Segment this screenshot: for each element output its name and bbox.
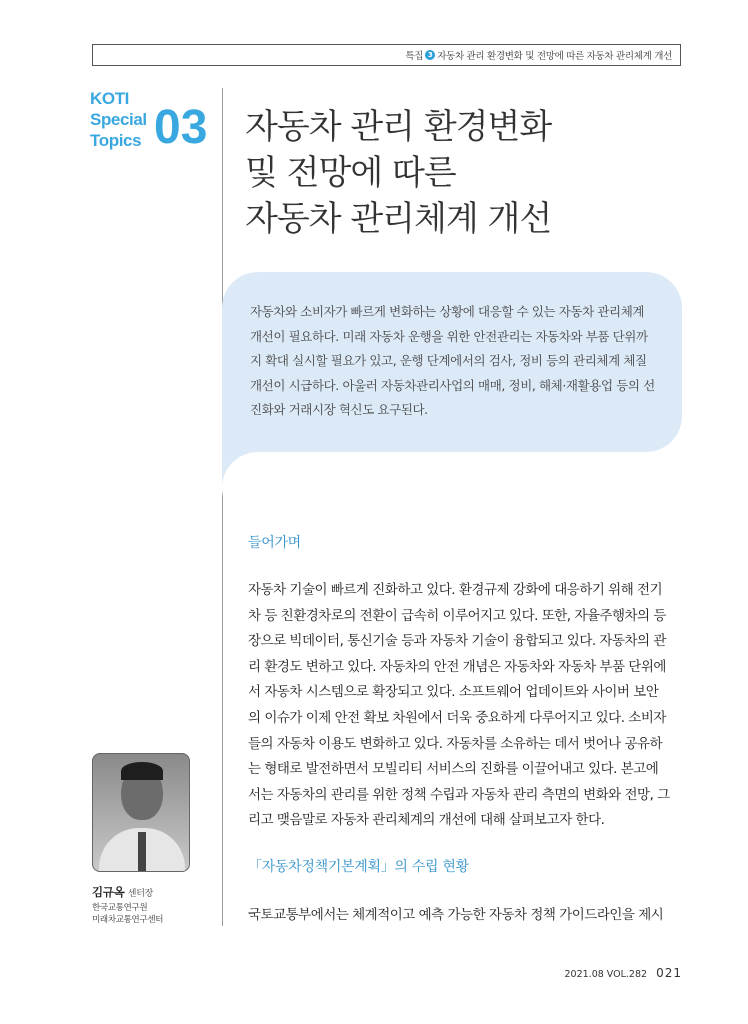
body-line: 의 이슈가 이제 안전 확보 차원에서 더욱 중요하게 다루어지고 있다. 소비자: [248, 709, 666, 726]
footer-issue: 2021.08 VOL.282: [564, 969, 648, 980]
summary-text: [250, 300, 675, 423]
section-heading-intro: 들어가며: [248, 535, 301, 551]
author-position: 센터장: [127, 889, 153, 899]
body-line: 리고 맺음말로 자동차 관리체계의 개선에 대해 살펴보고자 한다.: [248, 812, 605, 829]
summary-line: 지 확대 실시할 필요가 있고, 운행 단계에서의 검사, 정비 등의 관리체계 체질: [250, 353, 647, 368]
body-paragraph: [248, 578, 682, 834]
body-line: 자동차 기술이 빠르게 진화하고 있다. 환경규제 강화에 대응하기 위해 전기: [248, 582, 663, 598]
author-photo: [92, 753, 190, 872]
topic-number: 03: [154, 101, 208, 154]
body-line: 서는 자동차의 관리를 위한 정책 수립과 자동차 관리 측면의 변화와 전망, 그: [248, 786, 670, 803]
title-line: 자동차 관리 환경변화: [245, 107, 552, 147]
body-line: 차 등 친환경차로의 전환이 급속히 이루어지고 있다. 또한, 자율주행차의 등: [248, 607, 666, 624]
series-line-special: Special: [90, 110, 147, 129]
author-name-line: [92, 884, 212, 902]
vertical-divider: [222, 88, 223, 926]
photo-hair: [121, 762, 163, 780]
author-info: [92, 884, 212, 926]
summary-line: 개선이 시급하다. 아울러 자동차관리사업의 매매, 정비, 해체·재활용업 등의 선: [250, 377, 655, 393]
section-heading-policy-plan: 「자동차정책기본계획」의 수립 현황: [248, 859, 469, 875]
article-title: [245, 104, 685, 242]
issue-number-badge: 3: [425, 50, 435, 60]
header-title: 자동차 관리 환경변화 및 전망에 따른 자동차 관리체계 개선: [437, 51, 672, 62]
photo-tie: [138, 832, 146, 872]
title-line: 자동차 관리체계 개선: [245, 199, 552, 239]
summary-line: 자동차와 소비자가 빠르게 변화하는 상황에 대응할 수 있는 자동차 관리체계: [250, 304, 645, 319]
body-line: 들의 자동차 이용도 변화하고 있다. 자동차를 소유하는 데서 벗어나 공유하: [248, 735, 663, 752]
summary-line: 진화와 거래시장 혁신도 요구된다.: [250, 402, 428, 417]
body-line: 서 자동차 시스템으로 확장되고 있다. 소프트웨어 업데이트와 사이버 보안: [248, 684, 659, 701]
summary-line: 개선이 필요하다. 미래 자동차 운행을 위한 안전관리는 자동차와 부품 단위까: [250, 328, 648, 344]
series-line-koti: KOTI: [90, 89, 130, 108]
title-line: 및 전망에 따른: [245, 153, 456, 193]
header-prefix: 특집: [405, 51, 424, 62]
author-affiliation-2: 미래차교통연구센터: [92, 915, 164, 925]
series-line-topics: Topics: [90, 131, 142, 150]
page-number: 021: [656, 966, 682, 980]
page-footer: [560, 966, 682, 980]
running-header: [92, 44, 681, 66]
author-name: 김규옥: [92, 885, 125, 899]
author-affiliation-1: 한국교통연구원: [92, 903, 148, 913]
body-line: 장으로 빅데이터, 통신기술 등과 자동차 기술이 융합되고 있다. 자동차의 관: [248, 633, 666, 650]
body-line: 는 형태로 발전하면서 모빌리티 서비스의 진화를 이끌어내고 있다. 본고에: [248, 761, 659, 778]
body-line: 국토교통부에서는 체계적이고 예측 가능한 자동차 정책 가이드라인을 제시: [248, 907, 664, 923]
series-label: [90, 88, 160, 151]
summary-box-tail: [222, 452, 258, 488]
body-line: 리 환경도 변하고 있다. 자동차의 안전 개념은 자동차와 자동차 부품 단위에: [248, 658, 666, 675]
